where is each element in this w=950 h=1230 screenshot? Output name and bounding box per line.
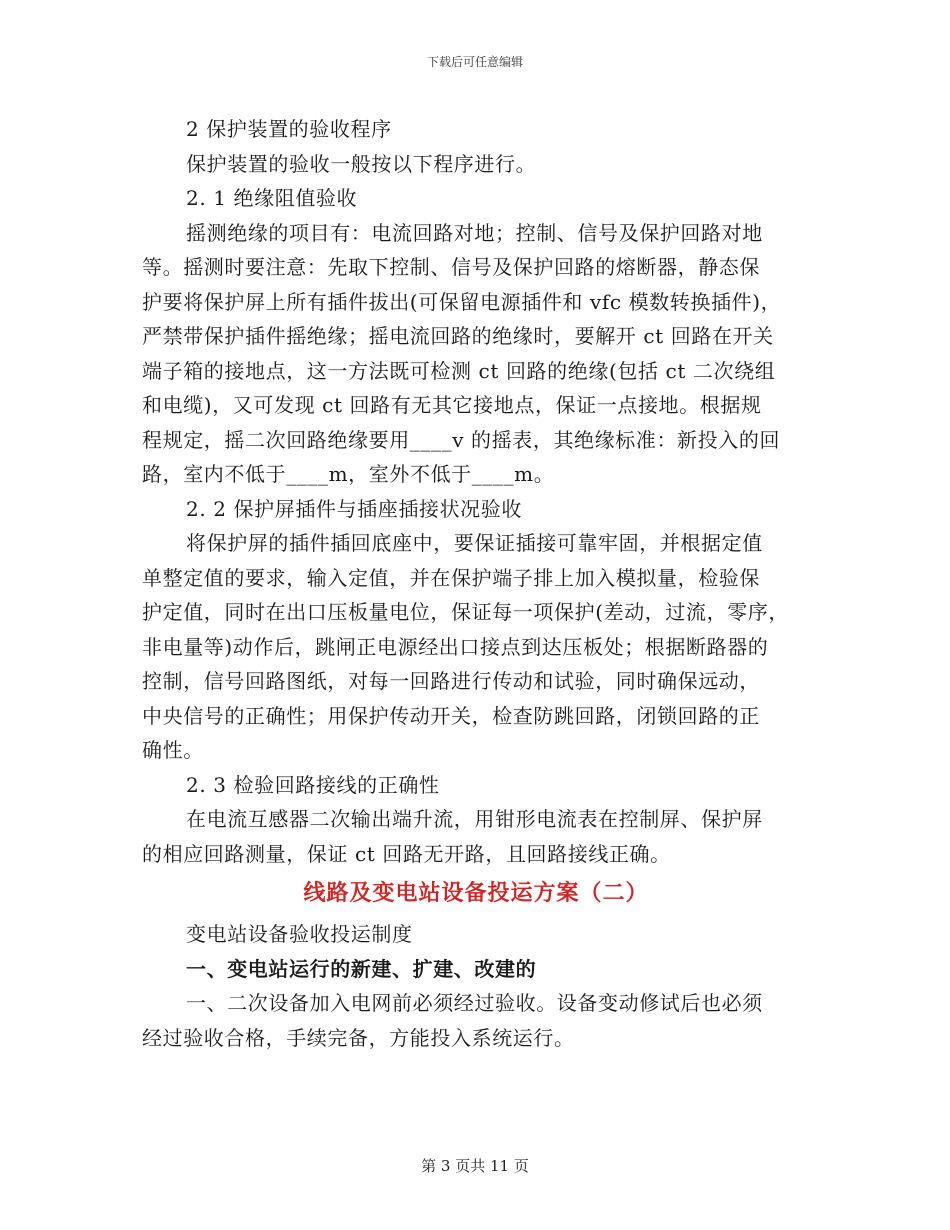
paragraph-line: 等。摇测时要注意：先取下控制、信号及保护回路的熔断器，静态保 — [142, 255, 760, 279]
paragraph-line: 经过验收合格，手续完备，方能投入系统运行。 — [142, 1025, 575, 1050]
paragraph-line: 控制，信号回路图纸，对每一回路进行传动和试验，同时确保远动， — [142, 669, 760, 693]
section-heading: 2 保护装置的验收程序 — [186, 117, 392, 141]
paragraph-line: 的相应回路测量，保证 ct 回路无开路，且回路接线正确。 — [142, 841, 671, 866]
paragraph-line: 在电流互感器二次输出端升流，用钳形电流表在控制屏、保护屏 — [186, 807, 763, 831]
paragraph-line: 端子箱的接地点，这一方法既可检测 ct 回路的绝缘(包括 ct 二次绕组 — [142, 358, 776, 383]
paragraph-line: 单整定值的要求，输入定值，并在保护端子排上加入模拟量，检验保 — [142, 565, 760, 590]
paragraph-line: 确性。 — [142, 738, 204, 762]
subsection-heading: 2. 3 检验回路接线的正确性 — [186, 772, 440, 797]
paragraph-line: 护定值，同时在出口压板量电位，保证每一项保护(差动，过流，零序， — [142, 600, 790, 624]
page-header: 下载后可任意编辑 — [426, 55, 523, 69]
paragraph-line: 摇测绝缘的项目有：电流回路对地；控制、信号及保护回路对地 — [186, 220, 763, 245]
document-body — [142, 112, 810, 1055]
paragraph-line: 保护装置的验收一般按以下程序进行。 — [186, 151, 537, 176]
bold-heading: 一、变电站运行的新建、扩建、改建的 — [186, 956, 537, 981]
subsection-heading: 2. 1 绝缘阻值验收 — [186, 186, 358, 210]
paragraph-line: 和电缆)，又可发现 ct 回路有无其它接地点，保证一点接地。根据规 — [142, 393, 762, 417]
part-subtitle: 变电站设备验收投运制度 — [186, 922, 413, 946]
subsection-heading: 2. 2 保护屏插件与插座插接状况验收 — [186, 496, 522, 521]
paragraph-line: 将保护屏的插件插回底座中，要保证插接可靠牢固，并根据定值 — [186, 531, 763, 555]
paragraph-line: 严禁带保护插件摇绝缘；摇电流回路的绝缘时，要解开 ct 回路在开关 — [142, 324, 774, 348]
paragraph-line: 护要将保护屏上所有插件拔出(可保留电源插件和 vfc 模数转换插件)， — [142, 289, 782, 314]
page-footer: 第 3 页共 11 页 — [421, 1157, 529, 1175]
paragraph-line: 非电量等)动作后，跳闸正电源经出口接点到达压板处；根据断路器的 — [142, 634, 769, 659]
paragraph-line: 路，室内不低于____m，室外不低于____m。 — [142, 462, 555, 486]
part-title: 线路及变电站设备投运方案（二） — [303, 881, 649, 906]
paragraph-line: 一、二次设备加入电网前必须经过验收。设备变动修试后也必须 — [186, 991, 763, 1015]
paragraph-line: 中央信号的正确性；用保护传动开关，检查防跳回路，闭锁回路的正 — [142, 703, 760, 728]
paragraph-line: 程规定，摇二次回路绝缘要用____v 的摇表，其绝缘标准：新投入的回 — [142, 427, 781, 452]
